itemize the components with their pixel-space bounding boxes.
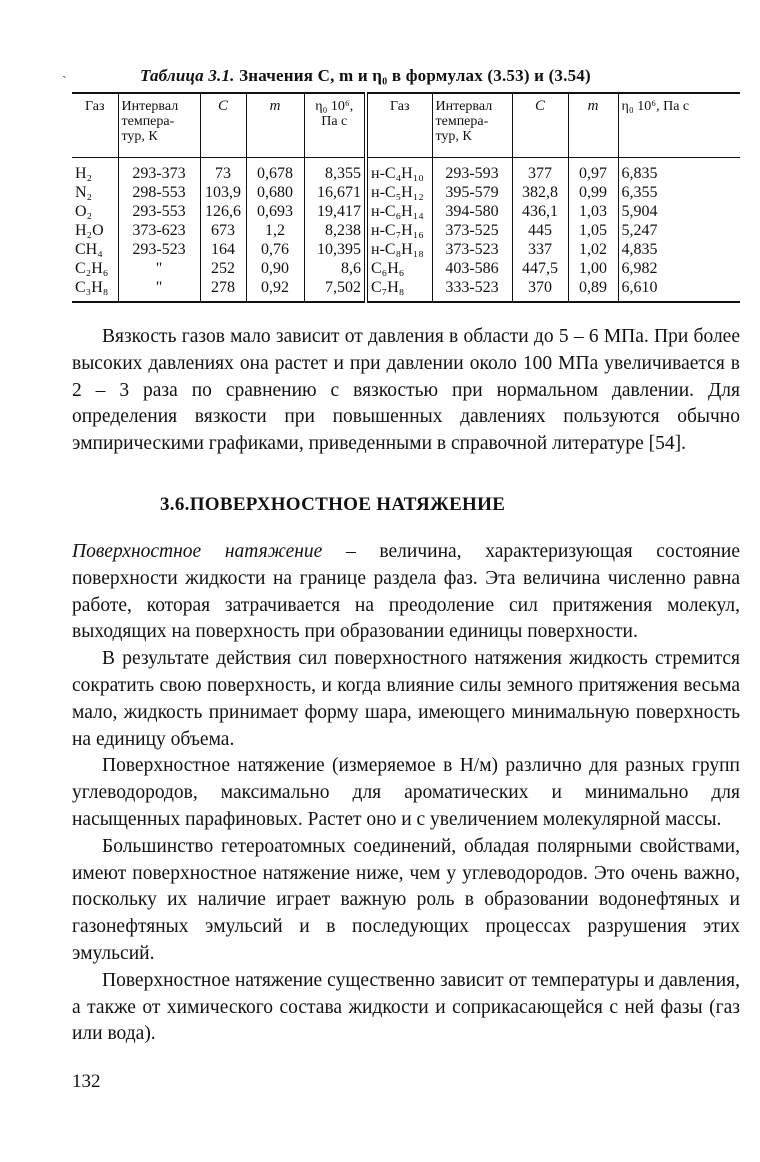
cell-eta0-2: 6,355 <box>618 183 740 202</box>
definition-text: – величина, характеризующая состояние поверхности жидкости на границе раздела фаз. Эта величина численно равна работе, которая затрачивается на преодоление сил притяжения молекул, выходящих на поверхность при образовании единицы поверхности. <box>72 541 740 643</box>
cell-gas: H₂O <box>72 221 118 240</box>
header-c-2: C <box>512 93 568 158</box>
cell-m-2: 0,97 <box>568 158 618 184</box>
cell-temp-range-2: 293-593 <box>432 158 512 184</box>
cell-temp-range: 293-553 <box>118 202 200 221</box>
table-row <box>72 183 740 202</box>
cell-temp-range: 298-553 <box>118 183 200 202</box>
cell-c-2: 447,5 <box>512 259 568 278</box>
cell-m-2: 1,05 <box>568 221 618 240</box>
cell-gas: N₂ <box>72 183 118 202</box>
cell-eta0-2: 4,835 <box>618 240 740 259</box>
viscosity-paragraph-block <box>72 324 740 458</box>
cell-m: 0,92 <box>246 278 304 302</box>
cell-temp-range: 293-523 <box>118 240 200 259</box>
cell-gas-2: н-C₄H₁₀ <box>366 158 432 184</box>
cell-gas-2: н-C₅H₁₂ <box>366 183 432 202</box>
cell-c: 673 <box>200 221 246 240</box>
header-temp-range: Интервал темпера-тур, К <box>118 93 200 158</box>
cell-c: 73 <box>200 158 246 184</box>
cell-temp-range: " <box>118 278 200 302</box>
cell-temp-range-2: 394-580 <box>432 202 512 221</box>
paragraph-1: В результате действия сил поверхностного натяжения жидкость стремится сократить свою поверхность, и когда влияние силы земного притяжения весьма мало, жидкость принимает форму шара, имеющего минимальную поверхность на единицу объема. <box>72 648 740 750</box>
cell-c: 252 <box>200 259 246 278</box>
cell-c-2: 382,8 <box>512 183 568 202</box>
section-heading: 3.6.ПОВЕРХНОСТНОЕ НАТЯЖЕНИЕ <box>160 494 506 515</box>
cell-m-2: 1,02 <box>568 240 618 259</box>
cell-gas-2: н-C₇H₁₆ <box>366 221 432 240</box>
header-m-2: m <box>568 93 618 158</box>
cell-temp-range: " <box>118 259 200 278</box>
cell-eta0: 8,6 <box>304 259 366 278</box>
cell-gas: C₃H₈ <box>72 278 118 302</box>
cell-eta0: 8,355 <box>304 158 366 184</box>
cell-c: 278 <box>200 278 246 302</box>
cell-m: 0,90 <box>246 259 304 278</box>
cell-c: 126,6 <box>200 202 246 221</box>
table-caption <box>140 66 740 86</box>
cell-c: 103,9 <box>200 183 246 202</box>
cell-gas-2: C₆H₆ <box>366 259 432 278</box>
cell-temp-range: 373-623 <box>118 221 200 240</box>
table-caption-text: Значения C, m и η₀ в формулах (3.53) и (3.54) <box>239 66 591 85</box>
cell-eta0: 16,671 <box>304 183 366 202</box>
cell-gas: H₂ <box>72 158 118 184</box>
cell-c-2: 445 <box>512 221 568 240</box>
cell-c: 164 <box>200 240 246 259</box>
cell-temp-range-2: 395-579 <box>432 183 512 202</box>
header-c: C <box>200 93 246 158</box>
cell-gas: C₂H₆ <box>72 259 118 278</box>
cell-gas-2: C₇H₈ <box>366 278 432 302</box>
table-caption-prefix: Таблица 3.1. <box>140 66 235 85</box>
cell-m: 0,680 <box>246 183 304 202</box>
cell-c-2: 370 <box>512 278 568 302</box>
cell-eta0: 19,417 <box>304 202 366 221</box>
table-row <box>72 278 740 302</box>
cell-c-2: 377 <box>512 158 568 184</box>
cell-gas: O₂ <box>72 202 118 221</box>
header-gas: Газ <box>72 93 118 158</box>
cell-eta0-2: 6,982 <box>618 259 740 278</box>
paragraph-3: Большинство гетероатомных соединений, обладая полярными свойствами, имеют поверхностное натяжение ниже, чем у углеводородов. Это очень важно, поскольку их наличие играет важную роль в образовании водонефтяных и газонефтяных эмульсий и в последующих процессах разрушения этих эмульсий. <box>72 835 740 964</box>
cell-m-2: 1,00 <box>568 259 618 278</box>
table-row <box>72 259 740 278</box>
table-row <box>72 240 740 259</box>
definition-term: Поверхностное натяжение <box>72 541 323 562</box>
cell-m: 0,678 <box>246 158 304 184</box>
header-m: m <box>246 93 304 158</box>
cell-eta0-2: 6,610 <box>618 278 740 302</box>
cell-m-2: 0,99 <box>568 183 618 202</box>
viscosity-paragraph: Вязкость газов мало зависит от давления в области до 5 – 6 МПа. При более высоких давлениях она растет и при давлении около 100 МПа увеличивается в 2 – 3 раза по сравнению с вязкостью при нормальном давлении. Для определения вязкости при повышенных давлениях пользуются обычно эмпирическими графиками, приведенными в справочной литературе [54]. <box>72 326 740 455</box>
stray-mark: ˎ <box>62 64 67 79</box>
surface-tension-text <box>72 539 740 1048</box>
cell-c-2: 436,1 <box>512 202 568 221</box>
header-gas-2: Газ <box>366 93 432 158</box>
paragraph-4: Поверхностное натяжение существенно зависит от температуры и давления, а также от химического состава жидкости и соприкасающейся с ней фазы (газ или вода). <box>72 969 740 1045</box>
cell-m-2: 1,03 <box>568 202 618 221</box>
cell-temp-range-2: 403-586 <box>432 259 512 278</box>
paragraph-2: Поверхностное натяжение (измеряемое в Н/м) различно для разных групп углеводородов, максимально для ароматических и минимально для насыщенных парафиновых. Растет оно и с увеличением молекулярной массы. <box>72 755 740 830</box>
cell-gas: CH₄ <box>72 240 118 259</box>
cell-m-2: 0,89 <box>568 278 618 302</box>
cell-eta0: 7,502 <box>304 278 366 302</box>
cell-eta0-2: 5,904 <box>618 202 740 221</box>
header-temp-range-2: Интервал темпера-тур, К <box>432 93 512 158</box>
cell-gas-2: н-C₆H₁₄ <box>366 202 432 221</box>
cell-temp-range-2: 373-523 <box>432 240 512 259</box>
cell-temp-range-2: 373-525 <box>432 221 512 240</box>
cell-eta0: 8,238 <box>304 221 366 240</box>
cell-eta0-2: 6,835 <box>618 158 740 184</box>
cell-eta0-2: 5,247 <box>618 221 740 240</box>
table-row <box>72 158 740 184</box>
page-number: 132 <box>72 1071 101 1092</box>
table-row <box>72 221 740 240</box>
header-eta0-2: η₀ 10⁶, Па с <box>618 93 740 158</box>
cell-c-2: 337 <box>512 240 568 259</box>
cell-gas-2: н-C₈H₁₈ <box>366 240 432 259</box>
cell-m: 0,693 <box>246 202 304 221</box>
header-eta0: η₀ 10⁶, Па с <box>304 93 366 158</box>
cell-m: 1,2 <box>246 221 304 240</box>
cell-temp-range: 293-373 <box>118 158 200 184</box>
cell-temp-range-2: 333-523 <box>432 278 512 302</box>
table-row <box>72 202 740 221</box>
cell-eta0: 10,395 <box>304 240 366 259</box>
cell-m: 0,76 <box>246 240 304 259</box>
viscosity-constants-table <box>72 92 740 303</box>
definition-paragraph <box>72 539 740 646</box>
table-header-row <box>72 93 740 158</box>
